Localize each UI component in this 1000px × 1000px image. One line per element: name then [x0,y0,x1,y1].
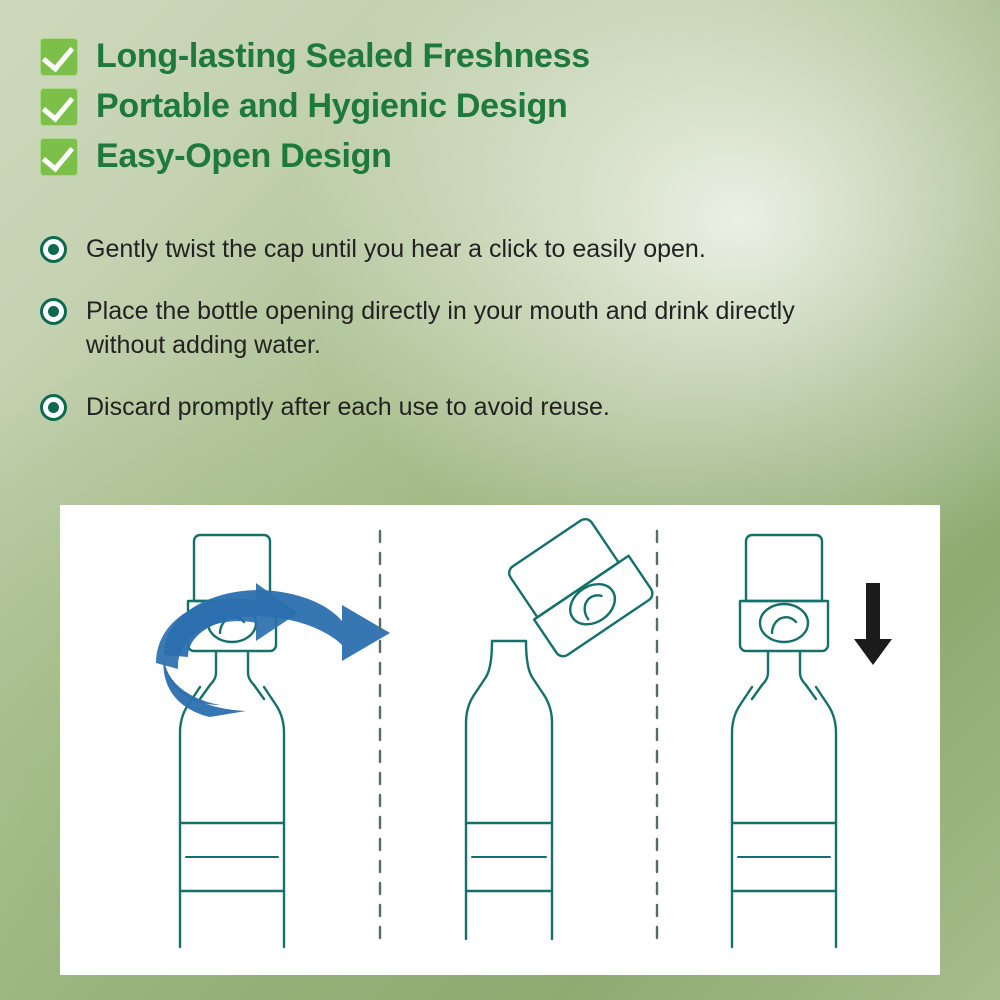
bullet-icon [40,394,67,421]
instruction-item [40,232,840,266]
bullet-icon [40,298,67,325]
rotate-arrow-body [152,673,322,747]
instruction-text: Gently twist the cap until you hear a click to easily open. [86,235,706,263]
feature-item [40,138,800,176]
illustration-panel [60,505,940,975]
feature-item [40,38,800,76]
feature-list [40,38,800,188]
bullet-icon [40,236,67,263]
instruction-text: Discard promptly after each use to avoid reuse. [86,393,610,421]
check-icon [40,38,78,76]
instruction-item [40,294,840,362]
drink-step [732,535,836,947]
check-icon [40,138,78,176]
down-arrow-icon [854,583,892,665]
feature-label: Easy-Open Design [96,137,392,176]
check-icon [40,88,78,126]
feature-label: Portable and Hygienic Design [96,87,568,126]
feature-item [40,88,800,126]
remove-cap-step [466,509,655,939]
instruction-text: Place the bottle opening directly in your mouth and drink directly without adding water. [86,297,795,359]
instruction-item [40,390,840,424]
instruction-list [40,232,840,452]
feature-label: Long-lasting Sealed Freshness [96,37,590,76]
